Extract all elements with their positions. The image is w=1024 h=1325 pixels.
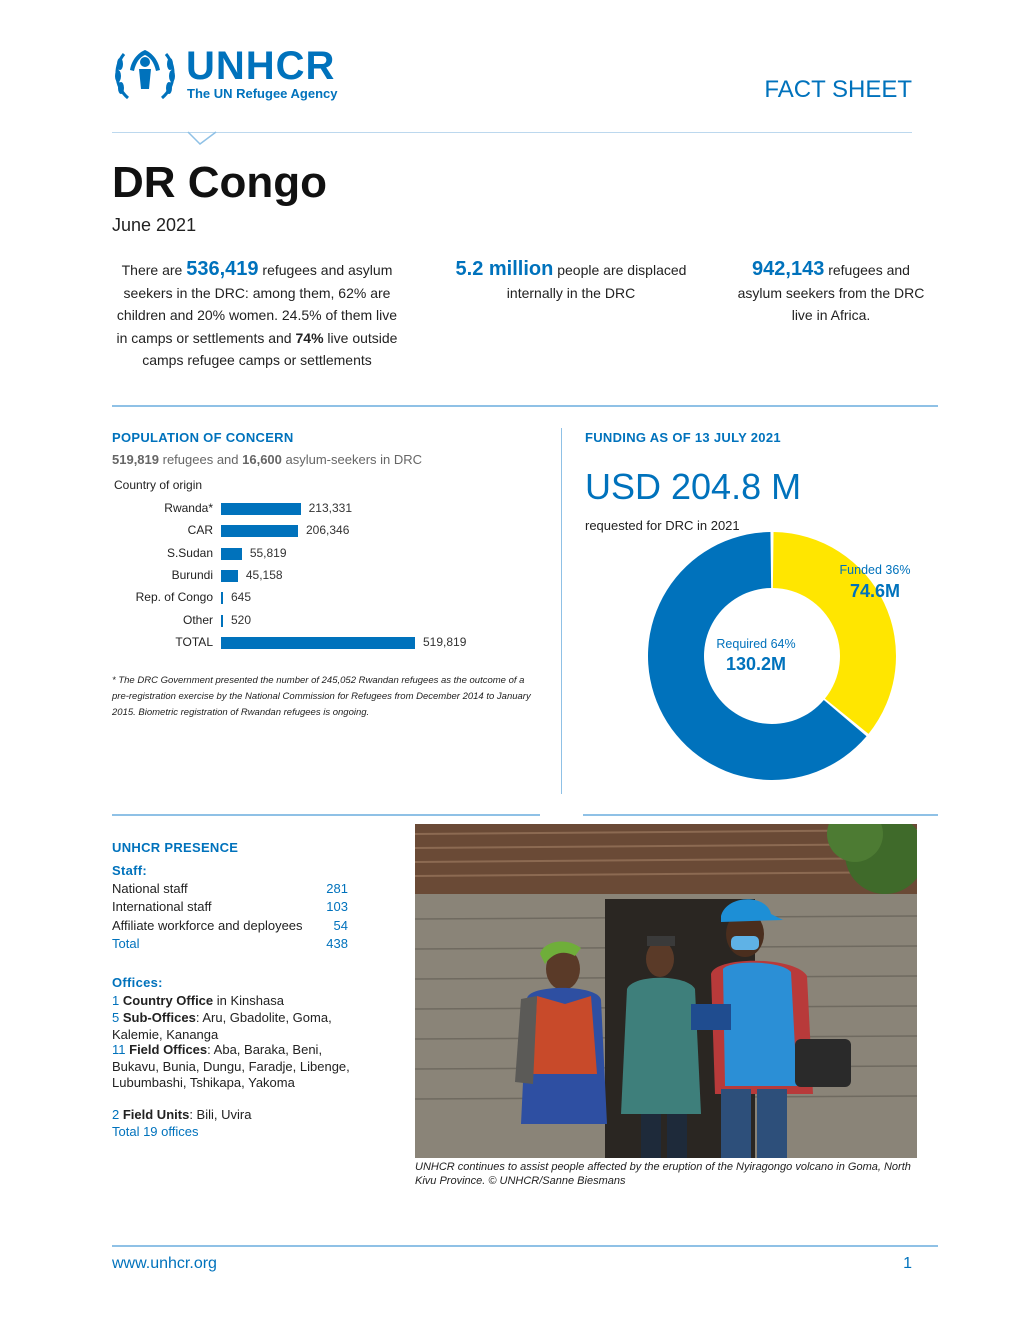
logo-wordmark: UNHCR <box>186 44 336 88</box>
office-item: 11 Field Offices: Aba, Baraka, Beni, Bukavu, Bunia, Dungu, Faradje, Libenge, Lubumbashi, Tshikapa, Yakoma <box>112 1042 350 1090</box>
staff-row: National staff 281 <box>112 881 348 896</box>
bar-value-label: 519,819 <box>423 634 467 649</box>
bar <box>221 525 298 537</box>
bar-category-label: CAR <box>187 523 213 538</box>
office-item: 1 Country Office in Kinshasa <box>112 993 284 1008</box>
bar-value-label: 520 <box>231 612 252 627</box>
funded-amount: 74.6M <box>849 581 901 601</box>
bar-category-label: Burundi <box>171 567 213 582</box>
funded-label: Funded 36% <box>839 563 911 577</box>
staff-total-row: Total 438 <box>112 936 348 951</box>
stat-drc-refugees-africa: 942,143 refugees and asylum seekers from the DRC live in Africa. <box>737 258 925 323</box>
bar-value-label: 645 <box>231 590 252 605</box>
laurel-hands-icon <box>110 44 180 104</box>
population-footnote: * The DRC Government presented the number of 245,052 Rwandan refugees as the outcome of a pre-registration exercise by the National Commission for Refugees from December 2014 to January 2015. Biometric registration of Rwandan refugees is ongoing. <box>112 675 531 718</box>
population-heading: POPULATION OF CONCERN <box>112 430 294 445</box>
section-divider <box>112 814 540 816</box>
staff-heading: Staff: <box>112 863 148 878</box>
bar-category-label: TOTAL <box>175 634 213 649</box>
report-date: June 2021 <box>112 215 197 235</box>
field-photo <box>415 824 917 1158</box>
stat-number: 942,143 <box>752 258 825 280</box>
section-divider <box>112 405 938 407</box>
bar-category-label: Other <box>182 612 213 627</box>
stat-idps: 5.2 million people are displaced internally in the DRC <box>455 258 687 301</box>
footer-divider <box>112 1245 938 1247</box>
doc-type-label: FACT SHEET <box>764 76 912 103</box>
stat-number: 536,419 <box>186 258 259 280</box>
unhcr-logo <box>110 44 360 104</box>
office-item: 2 Field Units: Bili, Uvira <box>112 1107 252 1122</box>
bar-value-label: 55,819 <box>249 545 287 560</box>
bar <box>221 615 223 627</box>
logo-tagline: The UN Refugee Agency <box>187 86 338 101</box>
header-divider <box>112 132 912 133</box>
section-divider <box>583 814 938 816</box>
funding-heading: FUNDING AS OF 13 JULY 2021 <box>585 430 781 445</box>
staff-row: Affiliate workforce and deployees 54 <box>112 918 348 933</box>
funding-subtitle: requested for DRC in 2021 <box>585 518 740 533</box>
population-subheading: 519,819 refugees and 16,600 asylum-seekers in DRC <box>112 452 423 467</box>
bar-category-label: Rwanda* <box>164 501 213 515</box>
office-item: 5 Sub-Offices: Aru, Gbadolite, Goma, Kalemie, Kananga <box>112 1010 332 1042</box>
bar-value-label: 45,158 <box>245 567 283 582</box>
offices-total: Total 19 offices <box>112 1124 199 1139</box>
required-label: Required 64% <box>716 637 796 651</box>
funding-total: USD 204.8 M <box>585 466 802 507</box>
stat-number: 5.2 million <box>455 258 554 280</box>
offices-heading: Offices: <box>112 975 163 990</box>
bar <box>221 548 242 560</box>
column-divider <box>561 428 562 794</box>
page-title: DR Congo <box>112 158 328 207</box>
bar-value-label: 213,331 <box>308 501 352 515</box>
presence-heading: UNHCR PRESENCE <box>112 840 239 855</box>
photo-caption: UNHCR continues to assist people affected by the eruption of the Nyiragongo volcano in Goma, North Kivu Province. © UNHCR/Sanne Biesmans <box>415 1161 911 1187</box>
footer-url[interactable]: www.unhcr.org <box>112 1255 217 1272</box>
staff-row: International staff 103 <box>112 899 348 914</box>
bar <box>221 570 238 582</box>
divider-notch-icon <box>186 131 218 147</box>
bar <box>221 592 223 604</box>
bar-category-label: Rep. of Congo <box>135 590 213 605</box>
bar <box>221 503 301 515</box>
required-amount: 130.2M <box>725 654 787 674</box>
chart-axis-label: Country of origin <box>114 478 203 492</box>
bar-value-label: 206,346 <box>306 523 350 538</box>
bar-category-label: S.Sudan <box>166 545 213 560</box>
stat-refugees-drc: There are 536,419 refugees and asylum seekers in the DRC: among them, 62% are children and 20% women. 24.5% of them live in camps or settlements and 74% live outside camps refugee camps or settlements <box>116 258 398 368</box>
bar <box>221 637 415 649</box>
page-number: 1 <box>903 1255 912 1272</box>
